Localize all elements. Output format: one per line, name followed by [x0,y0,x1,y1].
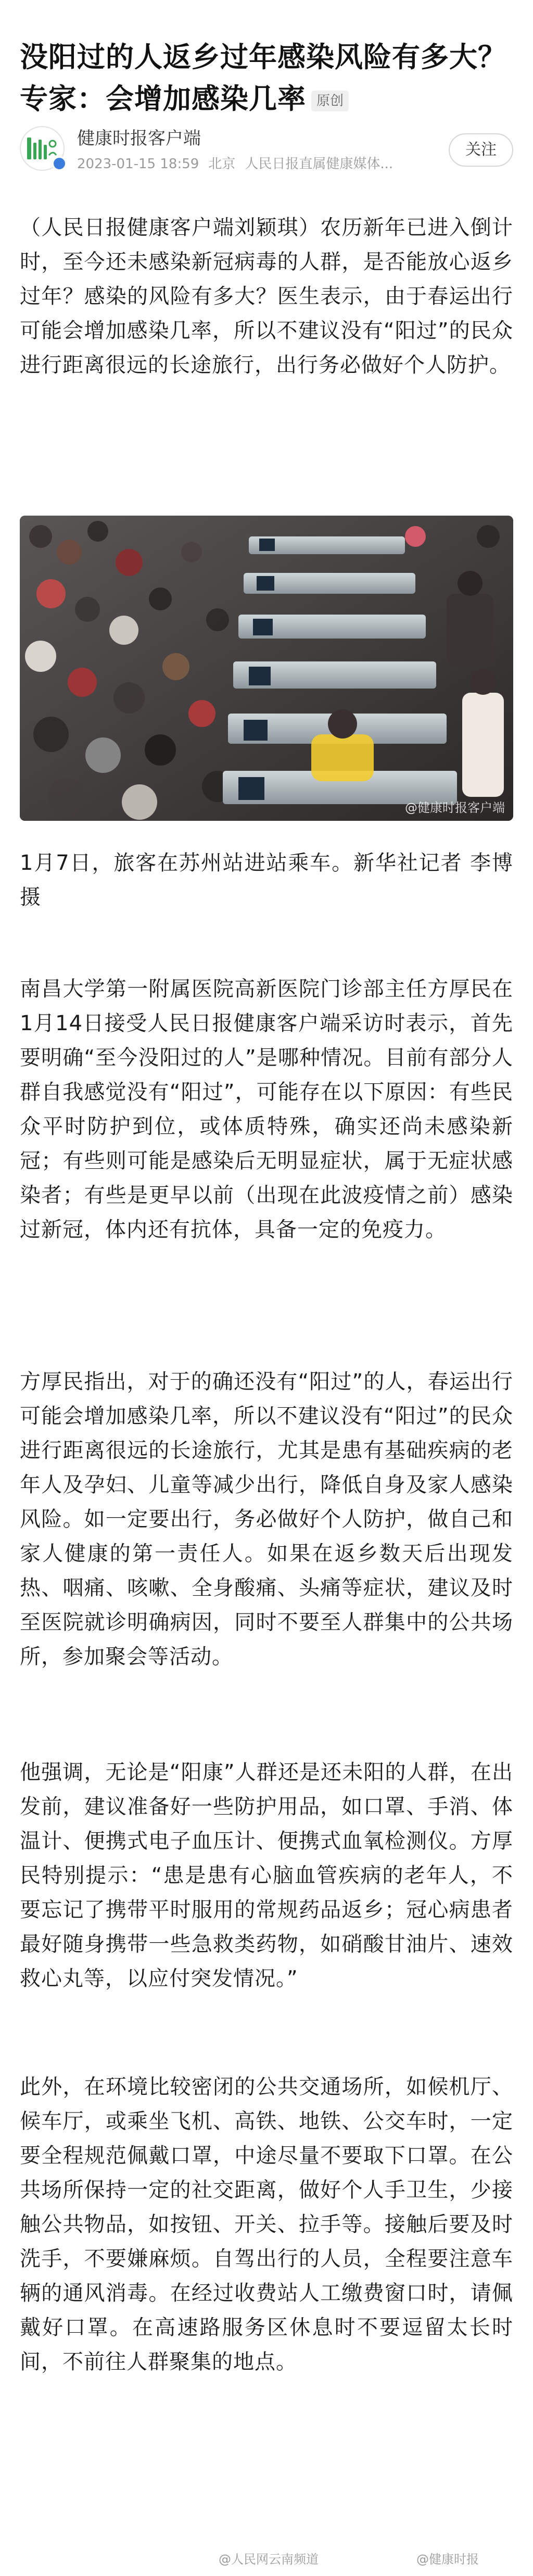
author-row [20,122,513,179]
paragraph-expert-intro: 南昌大学第一附属医院高新医院门诊部主任方厚民在1月14日接受人民日报健康客户端采访时表示，首先要明确“至今没阳过的人”是哪种情况。目前有部分人群自我感觉没有“阳过”，可能存在以下原因：有些民众平时防护到位，或体质特殊，确实还尚未感染新冠；有些则可能是感染后无明显症状，属于无症状感染者；有些是更早以前（出现在此波疫情之前）感染过新冠，体内还有抗体，具备一定的免疫力。 [20,977,513,1242]
article-photo[interactable] [20,516,513,821]
publish-date: 2023-01-15 18:59 [77,156,199,172]
station-crowd-image [20,516,513,821]
author-description: 人民日报直属健康媒体... [245,156,394,172]
footer-watermark-right: @健康时报 [416,2552,479,2567]
original-badge: 原创 [311,91,349,111]
paragraph-intro: （人民日报健康客户端刘颖琪）农历新年已进入倒计时，至今还未感染新冠病毒的人群，是否能放心返乡过年？感染的风险有多大？医生表示，由于春运出行可能会增加感染几率，所以不建议没有“阳过”的民众进行距离很远的长途旅行，出行务必做好个人防护。 [20,216,513,377]
footer-watermark-left: @人民网云南频道 [219,2552,319,2567]
paragraph-public-transport: 此外，在环境比较密闭的公共交通场所，如候机厅、候车厅，或乘坐飞机、高铁、地铁、公交车时，一定要全程规范佩戴口罩，中途尽量不要取下口罩。在公共场所保持一定的社交距离，做好个人手卫生，少接触公共物品，如按钮、开关、拉手等。接触后要及时洗手，不要嫌麻烦。自驾出行的人员，全程要注意车辆的通风消毒。在经过收费站人工缴费窗口时，请佩戴好口罩。在高速路服务区休息时不要逗留太长时间，不前往人群聚集的地点。 [20,2075,513,2374]
author-meta [77,155,410,173]
article-title-text: 没阳过的人返乡过年感染风险有多大？专家：会增加感染几率 [20,41,506,116]
article-title [20,36,513,120]
paragraph-travel-advice: 方厚民指出，对于的确还没有“阳过”的人，春运出行可能会增加感染几率，所以不建议没有“阳过”的民众进行距离很远的长途旅行，尤其是患有基础疾病的老年人及孕妇、儿童等减少出行，降低自身及家人感染风险。如一定要出行，务必做好个人防护，做自己和家人健康的第一责任人。如果在返乡数天后出现发热、咽痛、咳嗽、全身酸痛、头痛等症状，建议及时至医院就诊明确病因，同时不要至人群集中的公共场所，参加聚会等活动。 [20,1370,513,1669]
paragraph-protection-items: 他强调，无论是“阳康”人群还是还未阳的人群，在出发前，建议准备好一些防护用品，如口罩、手消、体温计、便携式电子血压计、便携式血氧检测仪。方厚民特别提示：“患是患有心脑血管疾病的老年人，不要忘记了携带平时服用的常规药品返乡；冠心病患者最好随身携带一些急救类药物，如硝酸甘油片、速效救心丸等，以应付突发情况。” [20,1760,513,1991]
publish-location: 北京 [208,156,236,172]
photo-caption: 1月7日，旅客在苏州站进站乘车。新华社记者 李博 摄 [20,851,513,909]
follow-button[interactable]: 关注 [449,133,513,167]
verified-badge-icon [52,156,67,171]
photo-watermark: @健康时报客户端 [405,801,505,815]
author-name[interactable]: 健康时报客户端 [77,128,201,149]
